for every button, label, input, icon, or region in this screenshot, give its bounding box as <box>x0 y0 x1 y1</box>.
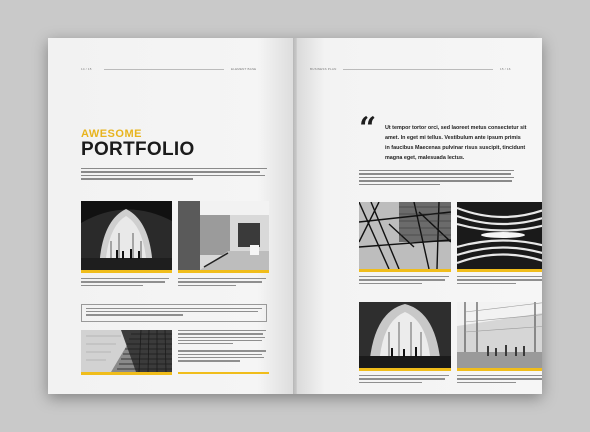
brochure-spread <box>48 38 542 394</box>
caption-text <box>178 278 266 288</box>
caption-text <box>359 276 449 286</box>
atrium-people-photo <box>81 201 172 270</box>
right-page-number: 15 / 16 <box>500 67 511 71</box>
image-accent-bar <box>457 368 542 371</box>
image-accent-bar <box>178 270 269 273</box>
intro-paragraph <box>359 170 514 187</box>
image-accent-bar <box>81 372 172 375</box>
image-accent-bar <box>81 270 172 273</box>
caption-text <box>457 276 542 286</box>
pull-quote-line: magna eget, malesuada lectus. <box>385 155 465 161</box>
right-page <box>295 38 542 394</box>
quote-mark-icon: “ <box>359 111 377 146</box>
interior-stair-photo <box>178 201 269 270</box>
page-title: PORTFOLIO <box>81 139 195 160</box>
pull-quote-line: amet. In eget mi tellus. Vestibulum ante ipsum primis <box>385 135 521 141</box>
pull-quote-line: in faucibus Maecenas pulvinar risus suscipit, tincidunt <box>385 145 526 151</box>
pull-quote <box>385 123 527 163</box>
left-running-header: ELEMENT BASE <box>231 67 257 71</box>
glass-building-photo <box>81 330 172 372</box>
hall-crowd-photo <box>457 302 542 368</box>
header-rule <box>104 69 224 70</box>
caption-text <box>81 278 169 288</box>
curved-balconies-photo <box>457 202 542 269</box>
section-kicker: AWESOME <box>81 128 142 140</box>
image-accent-bar <box>359 368 451 371</box>
image-accent-bar <box>359 269 451 272</box>
right-running-header: BUSINESS PLAN <box>310 67 337 71</box>
header-rule <box>343 69 493 70</box>
text-accent-rule <box>178 372 269 374</box>
intro-paragraph <box>81 168 267 182</box>
caption-text <box>359 375 449 385</box>
spine-shadow <box>293 38 297 394</box>
steel-structure-photo <box>359 202 451 269</box>
left-page-number: 14 / 15 <box>81 67 92 71</box>
atrium-arches-photo <box>359 302 451 368</box>
caption-text <box>457 375 542 385</box>
left-page <box>48 38 295 394</box>
image-accent-bar <box>457 269 542 272</box>
pull-quote-line: Ut tempor tortor orci, sed laoreet metus consectetur sit <box>385 125 527 131</box>
caption-text <box>178 330 266 364</box>
boxed-text <box>81 304 267 322</box>
